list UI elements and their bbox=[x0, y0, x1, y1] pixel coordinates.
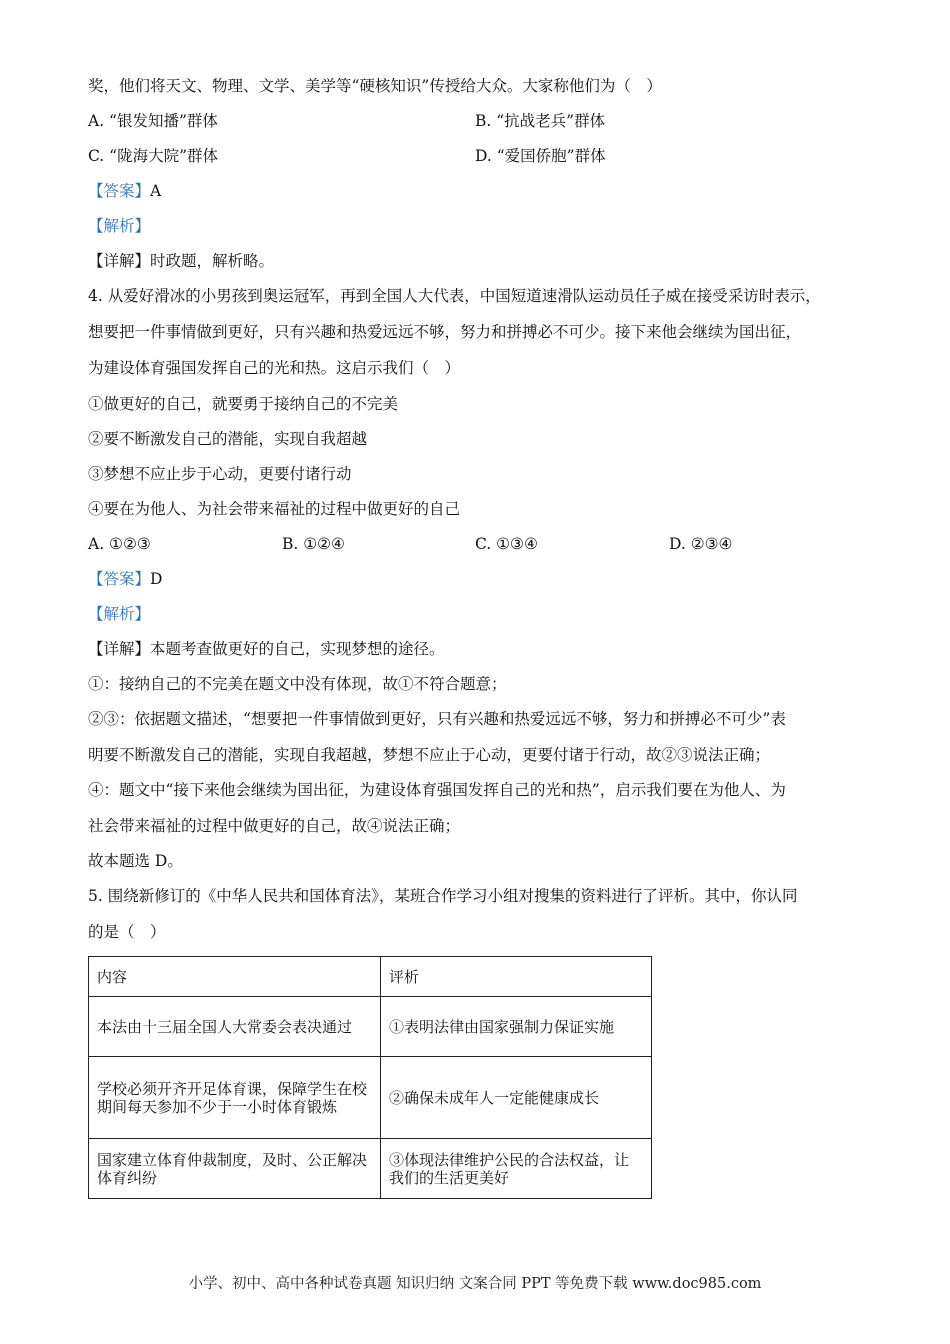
q4-item: ①做更好的自己，就要勇于接纳自己的不完美 bbox=[88, 395, 399, 413]
q4-detail-line: 故本题选 D。 bbox=[88, 852, 183, 870]
table-header-row bbox=[89, 957, 652, 997]
q4-detail bbox=[88, 639, 445, 659]
q4-stem-line: 想要把一件事情做到更好，只有兴趣和热爱远远不够，努力和拼搏必不可少。接下来他会继续为国出征， bbox=[88, 323, 802, 341]
q3-stem-continuation: 奖，他们将天文、物理、文学、美学等“硬核知识”传授给大众。大家称他们为（ ） bbox=[88, 77, 662, 95]
q3-option-a: A. “银发知播”群体 bbox=[88, 112, 218, 130]
q5-table bbox=[88, 956, 652, 1199]
table-cell: ②确保未成年人一定能健康成长 bbox=[381, 1057, 652, 1139]
detail-text: 时政题，解析略。 bbox=[150, 252, 275, 270]
q4-item: ②要不断激发自己的潜能，实现自我超越 bbox=[88, 430, 368, 448]
table-cell: 本法由十三届全国人大常委会表决通过 bbox=[89, 997, 381, 1057]
detail-tag: 【详解】 bbox=[88, 252, 151, 270]
detail-text: 本题考查做更好的自己，实现梦想的途径。 bbox=[150, 640, 445, 658]
q3-analysis-tag: 【解析】 bbox=[88, 217, 151, 235]
page-footer: 小学、初中、高中各种试卷真题 知识归纳 文案合同 PPT 等免费下载 www.doc985.com bbox=[188, 1276, 762, 1292]
q5-stem-line: 5. 围绕新修订的《中华人民共和国体育法》，某班合作学习小组对搜集的资料进行了评析。其中，你认同 bbox=[88, 887, 798, 905]
q4-detail-line: ②③：依据题文描述，“想要把一件事情做到更好，只有兴趣和热爱远远不够，努力和拼搏必不可少”表 bbox=[88, 710, 786, 728]
q4-answer bbox=[88, 569, 162, 589]
table-row bbox=[89, 997, 652, 1057]
table-header-cell: 内容 bbox=[89, 957, 381, 997]
q3-answer bbox=[88, 181, 161, 201]
table-cell: 学校必须开齐开足体育课，保障学生在校期间每天参加不少于一小时体育锻炼 bbox=[89, 1057, 381, 1139]
q4-detail-line: ①：接纳自己的不完美在题文中没有体现，故①不符合题意； bbox=[88, 675, 507, 693]
q5-stem-line: 的是（ ） bbox=[88, 923, 166, 941]
q4-option-d: D. ②③④ bbox=[669, 535, 733, 553]
answer-tag: 【答案】 bbox=[88, 570, 151, 588]
table-header-cell: 评析 bbox=[381, 957, 652, 997]
q4-stem-line: 4. 从爱好滑冰的小男孩到奥运冠军，再到全国人大代表，中国短道速滑队运动员任子威在接受采访时表示， bbox=[88, 287, 821, 305]
table-cell: ③体现法律维护公民的合法权益，让我们的生活更美好 bbox=[381, 1139, 652, 1199]
answer-value: D bbox=[150, 570, 163, 588]
table-cell: 国家建立体育仲裁制度，及时、公正解决体育纠纷 bbox=[89, 1139, 381, 1199]
q4-item: ④要在为他人、为社会带来福祉的过程中做更好的自己 bbox=[88, 500, 461, 518]
table-cell: ①表明法律由国家强制力保证实施 bbox=[381, 997, 652, 1057]
q4-option-a: A. ①②③ bbox=[88, 535, 151, 553]
q4-option-b: B. ①②④ bbox=[282, 535, 345, 553]
q4-option-c: C. ①③④ bbox=[475, 535, 538, 553]
answer-value: A bbox=[150, 182, 162, 200]
q4-analysis-tag: 【解析】 bbox=[88, 605, 151, 623]
q4-detail-line: 明要不断激发自己的潜能，实现自我超越，梦想不应止于心动，更要付诸于行动，故②③说法正确； bbox=[88, 746, 771, 764]
q3-detail bbox=[88, 251, 274, 271]
q4-detail-line: 社会带来福祉的过程中做更好的自己，故④说法正确； bbox=[88, 817, 461, 835]
table-row bbox=[89, 1139, 652, 1199]
q4-item: ③梦想不应止步于心动，更要付诸行动 bbox=[88, 465, 352, 483]
answer-tag: 【答案】 bbox=[88, 182, 151, 200]
q3-option-d: D. “爱国侨胞”群体 bbox=[475, 147, 606, 165]
q3-option-c: C. “陇海大院”群体 bbox=[88, 147, 219, 165]
q3-option-b: B. “抗战老兵”群体 bbox=[475, 112, 606, 130]
q4-detail-line: ④：题文中“接下来他会继续为国出征，为建设体育强国发挥自己的光和热”，启示我们要在为他人、为 bbox=[88, 781, 786, 799]
detail-tag: 【详解】 bbox=[88, 640, 151, 658]
table-row bbox=[89, 1057, 652, 1139]
q4-stem-line: 为建设体育强国发挥自己的光和热。这启示我们（ ） bbox=[88, 359, 461, 377]
